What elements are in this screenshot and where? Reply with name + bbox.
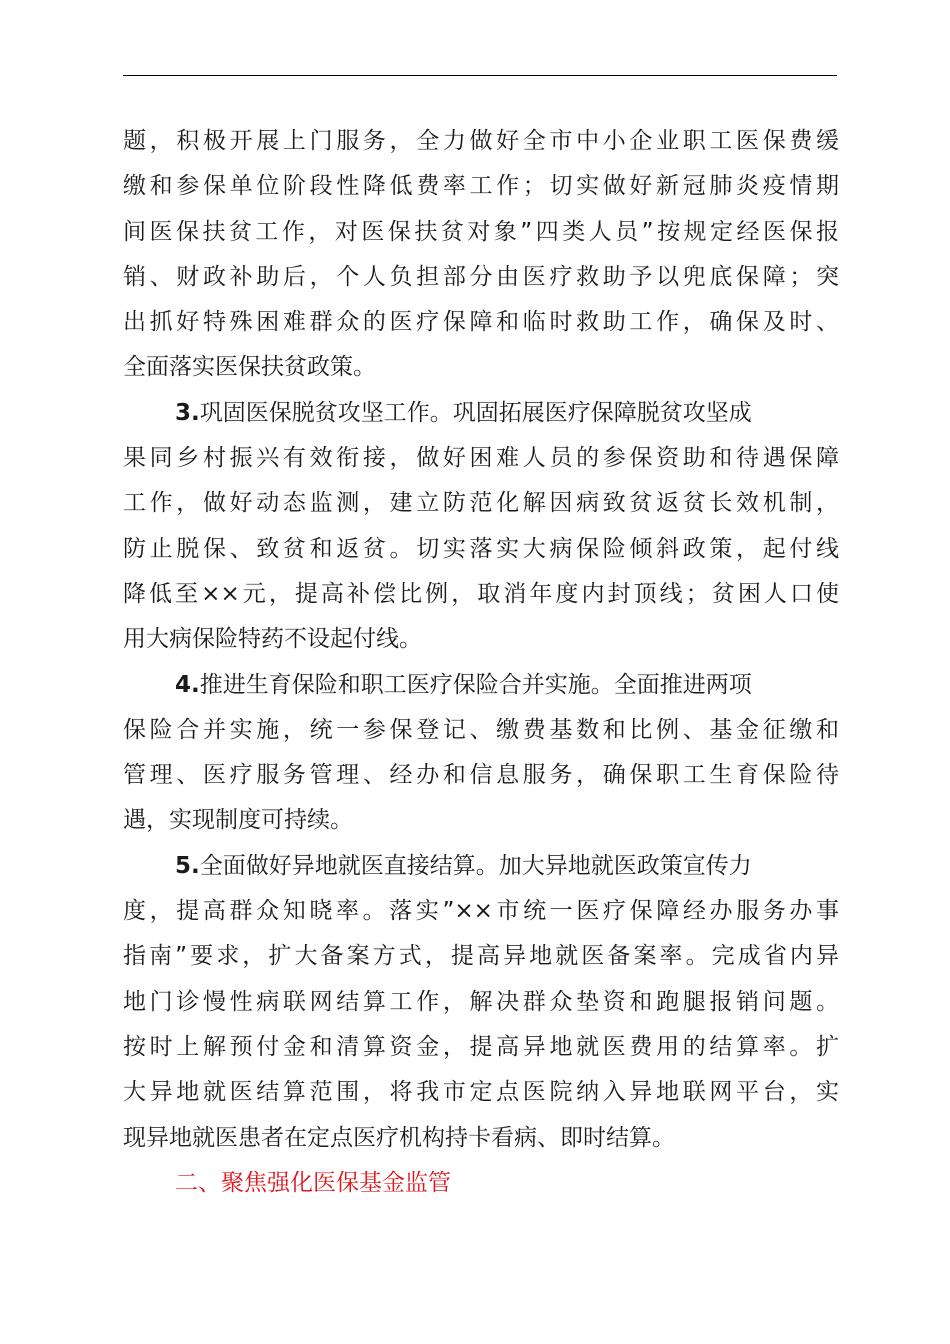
item-4-title: 推进生育保险和职工医疗保险合并实施。全面推进两项: [199, 671, 752, 698]
paragraph-line: 工作，做好动态监测，建立防范化解因病致贫返贫长效机制，: [123, 490, 839, 517]
paragraph-line: 出抓好特殊困难群众的医疗保障和临时救助工作，确保及时、: [123, 309, 839, 336]
item-3-first-line: [123, 391, 839, 436]
paragraph-line: 防止脱保、致贫和返贫。切实落实大病保险倾斜政策，起付线: [123, 535, 839, 562]
item-5-number: 5.: [175, 852, 200, 879]
item-3-number: 3.: [175, 399, 200, 426]
paragraph-line: 度，提高群众知晓率。落实”××市统一医疗保障经办服务办事: [123, 898, 839, 925]
item-4-first-line: [123, 663, 839, 708]
paragraph-line: 果同乡村振兴有效衔接，做好困难人员的参保资助和待遇保障: [123, 445, 839, 472]
paragraph-line: 缴和参保单位阶段性降低费率工作；切实做好新冠肺炎疫情期: [123, 173, 839, 200]
paragraph-line: 管理、医疗服务管理、经办和信息服务，确保职工生育保险待: [123, 762, 839, 789]
item-4-number: 4.: [175, 671, 200, 698]
item-3-title: 巩固医保脱贫攻坚工作。巩固拓展医疗保障脱贫攻坚成: [199, 399, 752, 426]
paragraph-line: 全面落实医保扶贫政策。: [123, 354, 376, 381]
paragraph-line: 遇，实现制度可持续。: [123, 807, 353, 834]
header-rule: [123, 75, 837, 76]
paragraph-line: 降低至××元，提高补偿比例，取消年度内封顶线；贫困人口使: [123, 580, 839, 607]
paragraph-line: 用大病保险特药不设起付线。: [123, 626, 422, 653]
paragraph-line: 大异地就医结算范围，将我市定点医院纳入异地联网平台，实: [123, 1079, 839, 1106]
paragraph-line: 保险合并实施，统一参保登记、缴费基数和比例、基金征缴和: [123, 716, 839, 743]
paragraph-line: 销、财政补助后，个人负担部分由医疗救助予以兜底保障；突: [123, 263, 839, 290]
item-5-title: 全面做好异地就医直接结算。加大异地就医政策宣传力: [199, 852, 752, 879]
paragraph-line: 题，积极开展上门服务，全力做好全市中小企业职工医保费缓: [123, 128, 839, 154]
item-5-first-line: [123, 844, 839, 889]
paragraph-line: 间医保扶贫工作，对医保扶贫对象”四类人员”按规定经医保报: [123, 218, 839, 245]
paragraph-line: 地门诊慢性病联网结算工作，解决群众垫资和跑腿报销问题。: [123, 988, 839, 1015]
paragraph-line: 指南”要求，扩大备案方式，提高异地就医备案率。完成省内异: [123, 943, 839, 970]
document-body: [123, 119, 839, 1206]
section-heading: 二、聚焦强化医保基金监管: [175, 1169, 451, 1196]
paragraph-line: 现异地就医患者在定点医疗机构持卡看病、即时结算。: [123, 1124, 675, 1151]
paragraph-line: 按时上解预付金和清算资金，提高异地就医费用的结算率。扩: [123, 1033, 839, 1060]
